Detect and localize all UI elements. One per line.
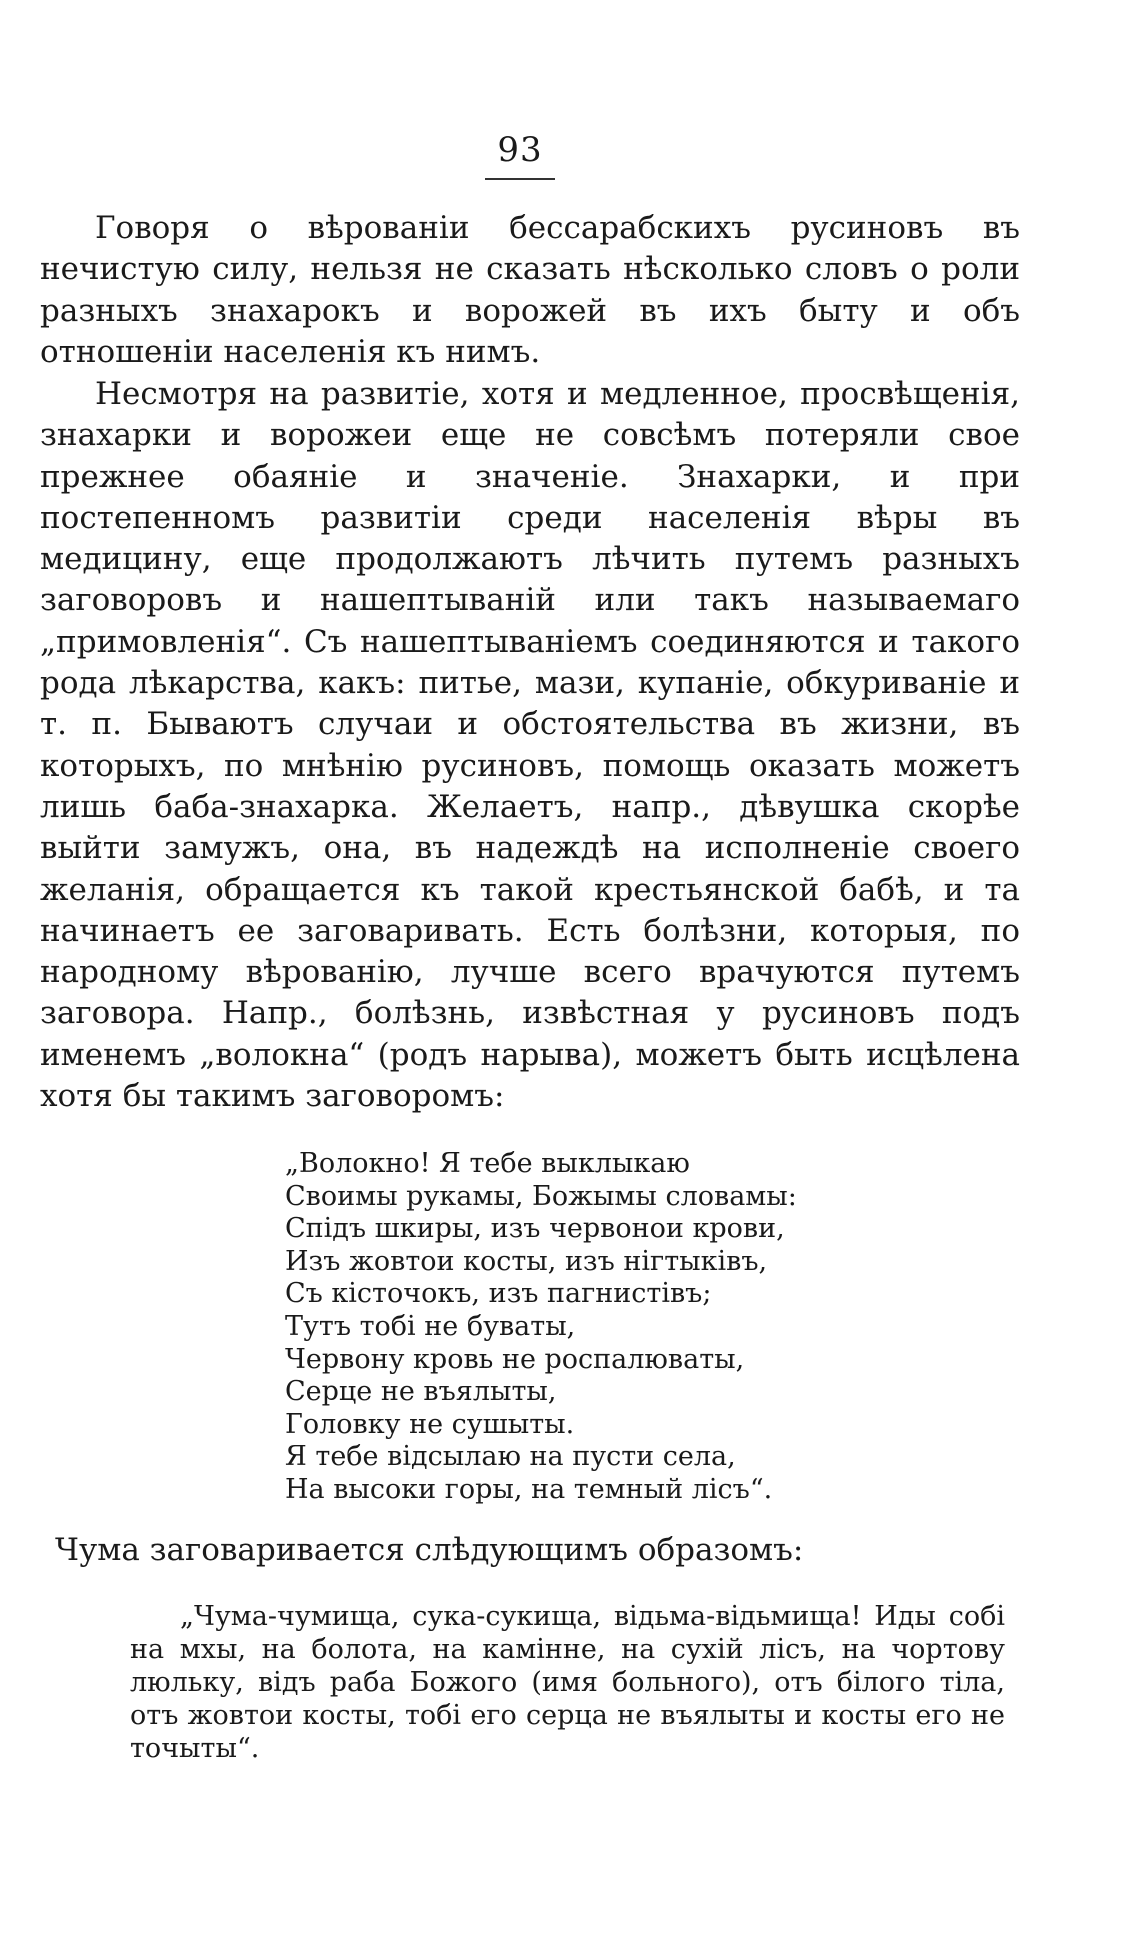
plague-intro-line: Чума заговаривается слѣдующимъ образомъ: — [55, 1532, 804, 1568]
incantation-text: „Чума-чумища, сука-сукища, відьма-відьмища! Иды собі на мхы, на болота, на камінне, на сухій лісъ, на чортову люльку, відъ раба Божого (имя больного), отъ білого тіла, отъ жовтои косты, тобі его серца не въялыты и косты его не точыты“. — [130, 1601, 1005, 1764]
verse-line: Спідъ шкиры, изъ червонои крови, — [285, 1213, 785, 1245]
verse-line: Червону кровь не роспалюваты, — [285, 1343, 745, 1375]
page-number: 93 — [497, 130, 543, 170]
verse-line: Серце не въялыты, — [285, 1376, 557, 1408]
verse-line: Тутъ тобі не буваты, — [285, 1310, 576, 1342]
paragraph-intro — [40, 208, 1020, 373]
paragraph-text: Говоря о вѣрованіи бессарабскихъ русиновъ въ нечистую силу, нельзя не сказать нѣсколько словъ о роли разныхъ знахарокъ и ворожей въ ихъ быту и объ отношеніи населенія къ нимъ. — [40, 210, 1020, 370]
plague-incantation — [130, 1600, 1005, 1765]
verse-line: „Волокно! Я тебе выклыкаю — [285, 1148, 690, 1179]
verse-line: Головку не сушыты. — [285, 1408, 575, 1440]
verse-line: На высоки горы, на темный лісъ“. — [285, 1473, 773, 1505]
verse-line: Своимы рукамы, Божымы словамы: — [285, 1180, 797, 1212]
page-number-underline — [485, 178, 555, 180]
verse-line: Я тебе відсылаю на пусти села, — [285, 1441, 736, 1473]
paragraph-text: Несмотря на развитіе, хотя и медленное, просвѣщенія, знахарки и ворожеи еще не совсѣмъ потеряли свое прежнее обаяніе и значеніе. Знахарки, и при постепенномъ развитіи среди населенія вѣры въ медицину, еще продолжаютъ лѣчить путемъ разныхъ заговоровъ и нашептываній или такъ называемаго „примовленія“. Съ нашептываніемъ соединяются и такого рода лѣкарства, какъ: питье, мази, купаніе, обкуриваніе и т. п. Бываютъ случаи и обстоятельства въ жизни, въ которыхъ, по мнѣнію русиновъ, помощь оказать можетъ лишь баба-знахарка. Желаетъ, напр., дѣвушка скорѣе выйти замужъ, она, въ надеждѣ на исполненіе своего желанія, обращается къ такой крестьянской бабѣ, и та начинаетъ ее заговаривать. Есть болѣзни, которыя, по народному вѣрованію, лучше всего врачуются путемъ заговора. Напр., болѣзнь, извѣстная у русиновъ подъ именемъ „волокна“ (родъ нарыва), можетъ быть исцѣлена хотя бы такимъ заговоромъ: — [40, 376, 1020, 1115]
verse-line: Съ кісточокъ, изъ пагнистівъ; — [285, 1278, 712, 1310]
verse-line: Изъ жовтои косты, изъ нігтыківъ, — [285, 1245, 768, 1277]
paragraph-healers — [40, 374, 1020, 1117]
volokno-incantation-verse — [285, 1148, 797, 1507]
